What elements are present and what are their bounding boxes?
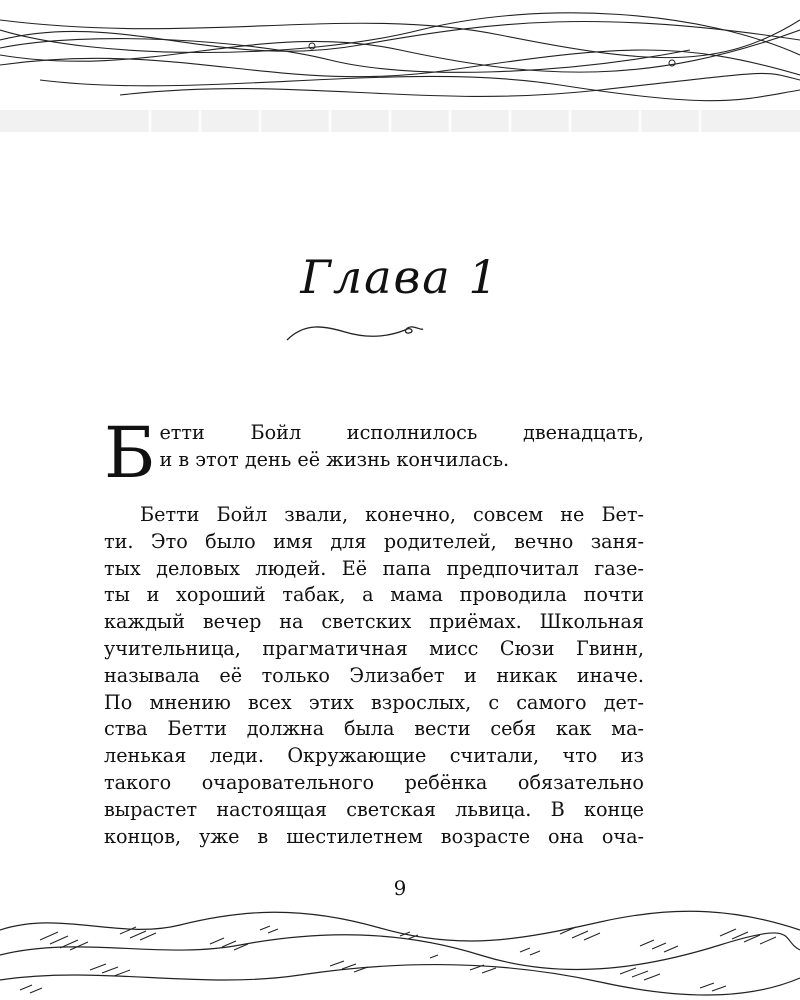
text-line: ты и хороший табак, а мама проводила почти bbox=[104, 583, 644, 607]
top-wave-ornament bbox=[0, 0, 800, 140]
text-line: По мнению всех этих взрослых, с самого дет- bbox=[104, 690, 644, 714]
page-number: 9 bbox=[393, 876, 407, 900]
text-line: ленькая леди. Окружающие считали, что из bbox=[104, 744, 644, 768]
hill-line bbox=[0, 965, 800, 996]
hill-line bbox=[0, 933, 800, 970]
wave-loop bbox=[669, 60, 675, 66]
text-line: Бетти Бойл звали, конечно, совсем не Бет- bbox=[140, 503, 644, 526]
wave-loop bbox=[309, 43, 315, 49]
hill-line bbox=[0, 911, 800, 941]
text-line: вырастет настоящая светская львица. В конце bbox=[104, 797, 644, 821]
opening-line: и в этот день её жизнь кончилась. bbox=[159, 447, 510, 471]
text-line: каждый вечер на светских приёмах. Школьная bbox=[104, 610, 644, 634]
text-line: ти. Это было имя для родителей, вечно заня- bbox=[104, 529, 644, 553]
text-line: ства Бетти должна была вести себя как ма- bbox=[104, 717, 644, 741]
text-line: такого очаровательного ребёнка обязательно bbox=[104, 770, 644, 794]
opening-paragraph bbox=[104, 412, 644, 494]
wave-line bbox=[0, 21, 800, 51]
title-flourish-ornament bbox=[285, 318, 425, 344]
opening-line: етти Бойл исполнилось двенадцать, bbox=[159, 421, 644, 444]
hatching bbox=[20, 926, 540, 993]
text-line: тых деловых людей. Её папа предпочитал газе- bbox=[104, 556, 644, 580]
text-line: концов, уже в шестилетнем возрасте она оча- bbox=[104, 824, 644, 848]
drop-cap: Б bbox=[104, 412, 156, 494]
bottom-hills-ornament bbox=[0, 900, 800, 1000]
body-paragraph bbox=[104, 502, 644, 850]
faded-band bbox=[0, 110, 800, 132]
text-line: называла её только Элизабет и никак иначе. bbox=[104, 663, 644, 687]
chapter-body bbox=[104, 412, 644, 850]
chapter-title: Глава 1 bbox=[300, 250, 500, 304]
text-line: учительница, прагматичная мисс Сюзи Гвинн, bbox=[104, 636, 644, 660]
